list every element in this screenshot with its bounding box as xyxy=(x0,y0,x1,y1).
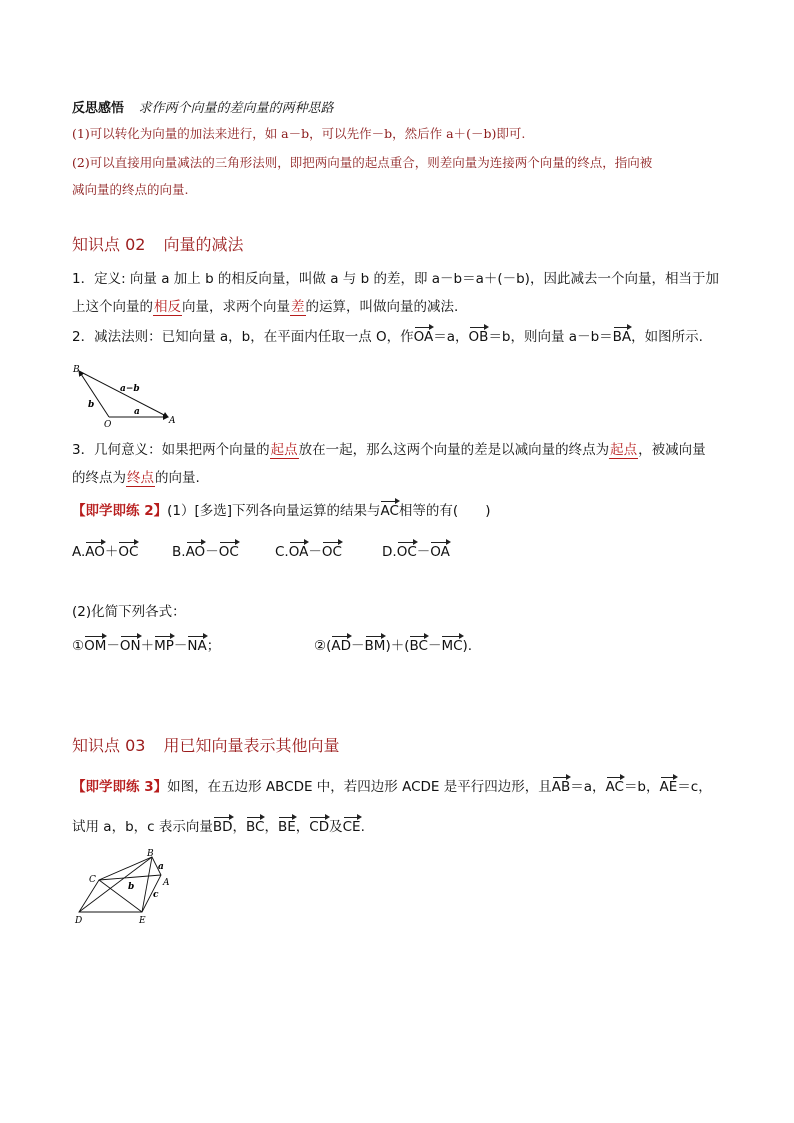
definition-line-2 xyxy=(72,295,458,315)
def-blank-2: 差 xyxy=(291,299,305,315)
pentagon-figure xyxy=(70,848,180,930)
exercise-3-line-2 xyxy=(72,815,365,835)
vector-MP: MP xyxy=(154,634,174,654)
vector-OA: OA xyxy=(430,540,450,560)
option-C xyxy=(275,540,342,560)
ex2-text-b: 相等的有( ) xyxy=(398,503,491,519)
vector-OC: OC xyxy=(322,540,342,560)
kp02-label: 知识点 02 xyxy=(72,235,146,254)
rule-text-c: ＝b，则向量 a－b＝ xyxy=(488,329,613,345)
minus-sign: － xyxy=(173,638,188,654)
comma: ， xyxy=(295,819,310,835)
vector-BC: BC xyxy=(409,634,427,654)
reflection-line-2: (2)可以直接用向量减法的三角形法则，即把两向量的起点重合，则差向量为连接两个向量的终点，指向被 xyxy=(72,155,653,170)
label-B: B xyxy=(73,365,80,375)
reflection-title: 反思感悟 xyxy=(72,101,125,116)
segment-CE xyxy=(99,880,142,912)
reflection-heading xyxy=(72,97,334,116)
vector-OA: OA xyxy=(289,540,309,560)
reflection-line-1: (1)可以转化为向量的加法来进行，如 a－b，可以先作－b，然后作 a＋(－b)即可. xyxy=(72,126,526,141)
label-C: C xyxy=(89,875,96,885)
period: . xyxy=(360,819,365,835)
paren-end: ). xyxy=(462,638,473,654)
geo-text-b: 放在一起，那么这两个向量的差是以减向量的终点为 xyxy=(298,442,610,458)
conjunction: 及 xyxy=(329,819,343,835)
option-B-label: B. xyxy=(172,544,186,560)
kp03-title: 用已知向量表示其他向量 xyxy=(163,736,340,755)
label-E: E xyxy=(139,916,146,926)
rule-text-b: ＝a， xyxy=(433,329,469,345)
exercise-2-question-2: (2)化简下列各式： xyxy=(72,604,186,620)
rule-line xyxy=(72,325,703,345)
label-B: B xyxy=(147,849,154,859)
subtraction-triangle-figure xyxy=(70,360,185,430)
circled-1: ① xyxy=(72,638,85,654)
option-B xyxy=(172,540,239,560)
option-C-label: C. xyxy=(275,544,289,560)
geo-text-d: 的终点为 xyxy=(72,470,126,486)
def-text-c: 的运算，叫做向量的减法. xyxy=(305,299,459,315)
definition-line-1: 1．定义: 向量 a 加上 b 的相反向量，叫做 a 与 b 的差，即 a－b＝a＋(－b)，因此减去一个向量，相当于加 xyxy=(72,271,719,287)
minus-sign: － xyxy=(205,544,219,560)
geo-text-e: 的向量. xyxy=(155,470,200,486)
exercise-2-question-1 xyxy=(72,499,490,519)
vector-AE: AE xyxy=(660,775,678,795)
reflection-line-3: 减向量的终点的向量. xyxy=(72,182,189,197)
vector-AC: AC xyxy=(606,775,624,795)
minus-sign: － xyxy=(308,544,322,560)
vector-AO: AO xyxy=(85,540,105,560)
vector-OC: OC xyxy=(118,540,138,560)
option-D-label: D. xyxy=(382,544,397,560)
vector-a-minus-b-line xyxy=(79,371,168,417)
vector-OB: OB xyxy=(469,325,489,345)
label-a-minus-b: a−b xyxy=(120,384,140,394)
geo-blank-3: 终点 xyxy=(127,470,154,486)
ex2-text-a: (1）[多选]下列各向量运算的结果与 xyxy=(167,503,381,519)
expression-1 xyxy=(72,634,220,654)
rule-text-a: 2．减法法则：已知向量 a，b，在平面内任取一点 O，作 xyxy=(72,329,414,345)
exercise-3-tag: 【即学即练 3】 xyxy=(72,779,168,795)
circled-2: ②( xyxy=(314,638,332,654)
label-a: a xyxy=(134,407,140,417)
reflection-subtitle: 求作两个向量的差向量的两种思路 xyxy=(138,101,334,116)
label-A: A xyxy=(163,878,170,888)
minus-sign: － xyxy=(416,544,431,560)
vector-BC: BC xyxy=(246,815,264,835)
kp03-label: 知识点 03 xyxy=(72,736,146,755)
semicolon: ； xyxy=(206,638,221,654)
geo-blank-2: 起点 xyxy=(610,442,638,458)
label-b: b xyxy=(88,400,95,410)
vector-AB: AB xyxy=(552,775,571,795)
minus-sign: － xyxy=(351,638,365,654)
option-D xyxy=(382,540,450,560)
vector-AO: AO xyxy=(186,540,206,560)
kp03-heading xyxy=(72,733,339,756)
paren-plus: )＋( xyxy=(385,638,410,654)
ex3-text-a: 如图，在五边形 ABCDE 中，若四边形 ACDE 是平行四边形，且 xyxy=(167,779,552,795)
vector-OC: OC xyxy=(219,540,239,560)
vector-MC: MC xyxy=(441,634,462,654)
minus-sign: － xyxy=(427,638,442,654)
label-O: O xyxy=(104,420,112,430)
kp02-title: 向量的减法 xyxy=(163,235,244,254)
ex3-text-e: 试用 a，b，c 表示向量 xyxy=(72,819,213,835)
plus-sign: ＋ xyxy=(140,638,155,654)
vector-OC: OC xyxy=(397,540,417,560)
vector-BE: BE xyxy=(278,815,296,835)
rule-text-d: ，如图所示. xyxy=(631,329,703,345)
minus-sign: － xyxy=(106,638,120,654)
comma: ， xyxy=(264,819,278,835)
geometry-meaning-line-2 xyxy=(72,466,200,486)
vector-OA: OA xyxy=(414,325,434,345)
ex3-text-d: ＝c， xyxy=(677,779,712,795)
vector-BM: BM xyxy=(365,634,386,654)
vector-OM: OM xyxy=(84,634,106,654)
def-blank-1: 相反 xyxy=(154,299,181,315)
vector-BA: BA xyxy=(613,325,632,345)
label-D: D xyxy=(75,916,83,926)
label-c: c xyxy=(153,890,159,900)
geo-text-a: 3．几何意义：如果把两个向量的 xyxy=(72,442,270,458)
def-text-a: 上这个向量的 xyxy=(72,299,153,315)
vector-CE: CE xyxy=(343,815,361,835)
vector-AC: AC xyxy=(380,499,398,519)
exercise-2-tag: 【即学即练 2】 xyxy=(72,503,168,519)
geo-text-c: ，被减向量 xyxy=(638,442,706,458)
def-text-b: 向量，求两个向量 xyxy=(182,299,290,315)
expression-2 xyxy=(314,634,472,654)
label-A: A xyxy=(169,416,176,426)
vector-AD: AD xyxy=(331,634,351,654)
option-A xyxy=(72,540,138,560)
ex3-text-b: ＝a， xyxy=(570,779,606,795)
segment-BE xyxy=(142,857,152,912)
vector-BD: BD xyxy=(213,815,233,835)
vector-NA: NA xyxy=(187,634,206,654)
geo-blank-1: 起点 xyxy=(270,442,298,458)
comma: ， xyxy=(232,819,247,835)
option-A-label: A. xyxy=(72,544,86,560)
ex3-text-c: ＝b， xyxy=(623,779,660,795)
vector-ON: ON xyxy=(120,634,141,654)
vector-CD: CD xyxy=(309,815,329,835)
kp02-heading xyxy=(72,232,243,255)
plus-sign: ＋ xyxy=(104,544,119,560)
label-b: b xyxy=(128,882,135,892)
label-a: a xyxy=(158,862,164,872)
geometry-meaning-line-1 xyxy=(72,438,706,458)
exercise-3-line-1 xyxy=(72,775,712,795)
vector-b-line xyxy=(79,371,109,417)
